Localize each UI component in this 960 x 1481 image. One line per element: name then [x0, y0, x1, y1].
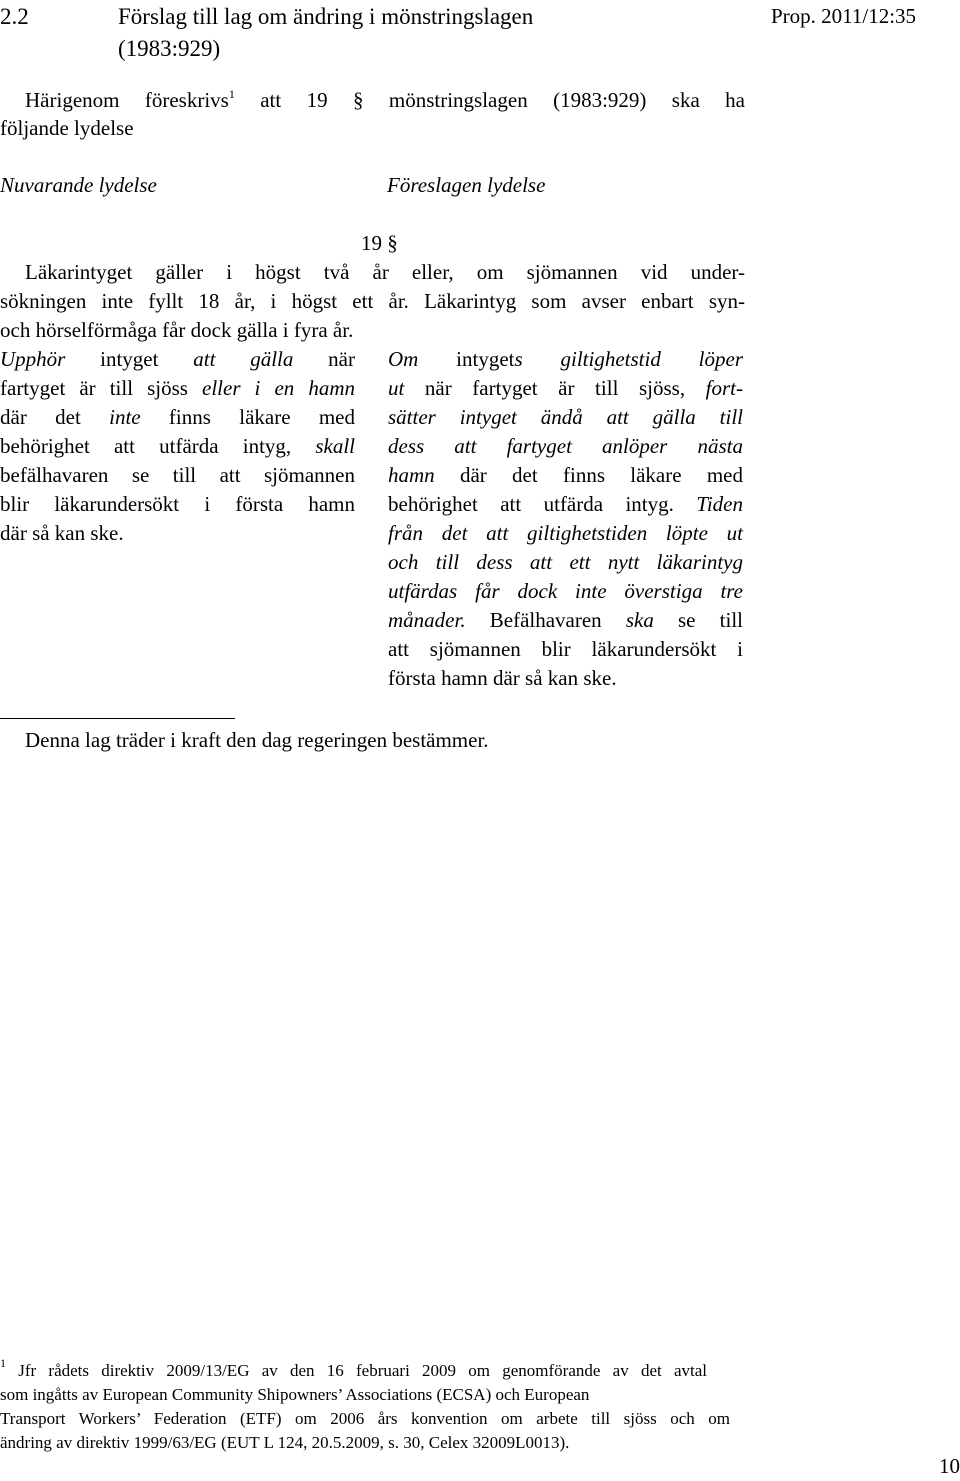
- txt: behörighet att utfärda intyg,: [0, 434, 316, 458]
- proposed-text-line: första hamn där så kan ske.: [388, 666, 617, 690]
- section-number: 2.2: [0, 4, 29, 29]
- intro-line-1: [25, 86, 745, 115]
- em: Tiden: [696, 492, 743, 516]
- footnote-line: [0, 1356, 707, 1383]
- proposed-text-line: [388, 461, 743, 490]
- intro-text-b: att 19 § mönstringslagen (1983:929) ska ha: [234, 88, 745, 112]
- current-text-line: [0, 432, 355, 461]
- em: hamn: [388, 463, 435, 487]
- paragraph-line: och hörselförmåga får dock gälla i fyra år.: [0, 318, 354, 342]
- em: skall: [315, 434, 355, 458]
- txt: finns läkare med: [140, 405, 355, 429]
- current-text-line: där så kan ske.: [0, 521, 124, 545]
- paragraph-line: Läkarintyget gäller i högst två år eller, om sjömannen vid under-: [25, 260, 745, 284]
- current-text-line: [0, 345, 355, 374]
- txt: intyget: [65, 347, 194, 371]
- paragraph-number: 19 §: [361, 231, 398, 255]
- footnote-line: Transport Workers’ Federation (ETF) om 2006 års konvention om arbete till sjöss och om: [0, 1409, 730, 1428]
- section-title-line-2: (1983:929): [118, 36, 221, 61]
- txt: se till: [653, 608, 743, 632]
- proposed-text-line: från det att giltighetstiden löpte ut: [388, 521, 743, 545]
- current-text-line: [0, 403, 355, 432]
- proposed-text-line: att sjömannen blir läkarundersökt i: [388, 637, 743, 661]
- em: månader.: [388, 608, 466, 632]
- em: s giltighetstid löper: [514, 347, 743, 371]
- em: ut: [388, 376, 405, 400]
- proposed-text-line: [388, 606, 743, 635]
- intro-line-2: följande lydelse: [0, 116, 134, 140]
- entry-into-force: Denna lag träder i kraft den dag regeringen bestämmer.: [25, 728, 489, 752]
- em: inte: [109, 405, 141, 429]
- txt: när: [293, 347, 355, 371]
- em: att gälla: [193, 347, 294, 371]
- em: eller i en hamn: [202, 376, 355, 400]
- proposed-text-heading: Föreslagen lydelse: [387, 173, 546, 197]
- current-text-line: [0, 374, 355, 403]
- proposed-text-line: utfärdas får dock inte överstiga tre: [388, 579, 743, 603]
- em: fort-: [705, 376, 743, 400]
- proposed-text-line: [388, 374, 743, 403]
- proposed-text-line: [388, 345, 743, 374]
- section-title-line-1: Förslag till lag om ändring i mönstringslagen: [118, 4, 534, 29]
- txt: där det: [0, 405, 110, 429]
- proposed-text-line: dess att fartyget anlöper nästa: [388, 434, 743, 458]
- current-text-line: blir läkarundersökt i första hamn: [0, 492, 355, 516]
- proposed-text-line: [388, 490, 743, 519]
- txt: behörighet att utfärda intyg.: [388, 492, 697, 516]
- txt: Befälhavaren: [465, 608, 626, 632]
- separator-rule: [0, 718, 235, 719]
- current-text-line: befälhavaren se till att sjömannen: [0, 463, 355, 487]
- em: Om: [388, 347, 419, 371]
- footnote-ref: 1: [228, 87, 235, 101]
- em: ska: [625, 608, 654, 632]
- paragraph-line: sökningen inte fyllt 18 år, i högst ett år. Läkarintyg som avser enbart syn-: [0, 289, 745, 313]
- proposition-reference: Prop. 2011/12:35: [771, 4, 917, 28]
- footnote-line: ändring av direktiv 1999/63/EG (EUT L 124, 20.5.2009, s. 30, Celex 32009L0013).: [0, 1433, 570, 1452]
- txt: där det finns läkare med: [434, 463, 743, 487]
- em: Upphör: [0, 347, 66, 371]
- proposed-text-line: och till dess att ett nytt läkarintyg: [388, 550, 743, 574]
- txt: när fartyget är till sjöss,: [404, 376, 706, 400]
- txt: fartyget är till sjöss: [0, 376, 203, 400]
- footnote-line: som ingåtts av European Community Shipowners’ Associations (ECSA) och European: [0, 1385, 590, 1404]
- txt: Jfr rådets direktiv 2009/13/EG av den 16 februari 2009 om genomförande av det avtal: [6, 1361, 707, 1380]
- intro-text-a: Härigenom föreskrivs: [25, 88, 229, 112]
- txt: intyget: [418, 347, 515, 371]
- current-text-heading: Nuvarande lydelse: [0, 173, 157, 197]
- footnote-marker: 1: [0, 1356, 6, 1370]
- page-number: 10: [939, 1454, 960, 1478]
- proposed-text-line: sätter intyget ändå att gälla till: [388, 405, 743, 429]
